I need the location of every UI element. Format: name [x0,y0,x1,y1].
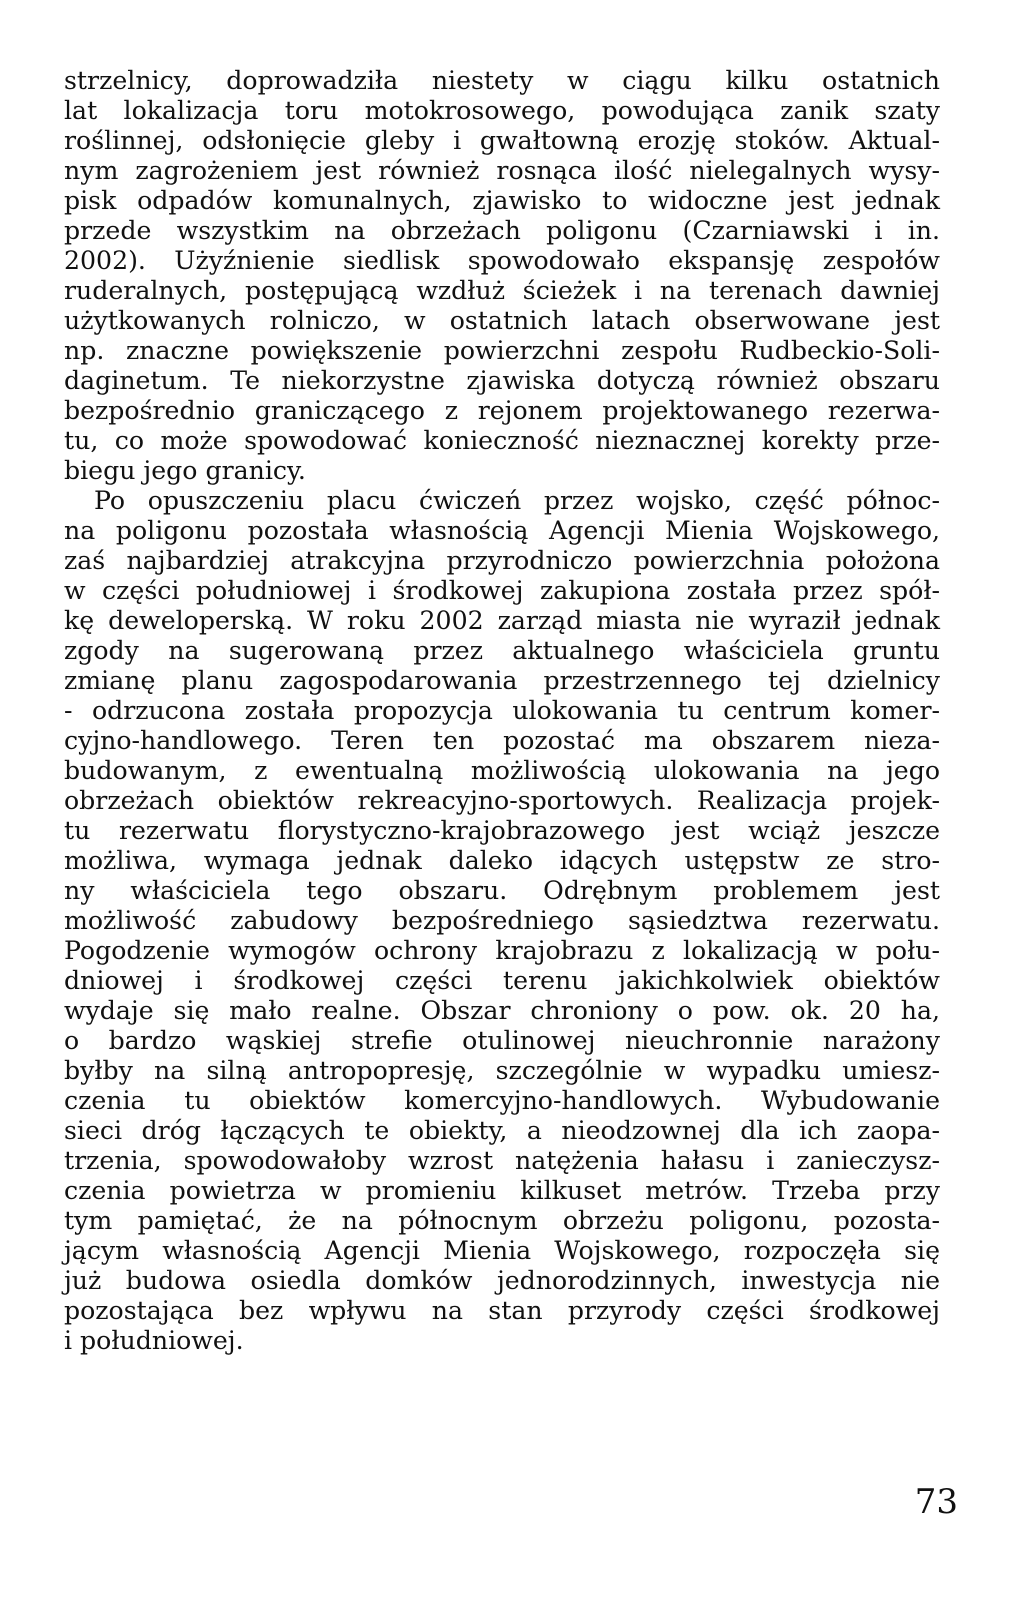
text-line: tu, co może spowodować konieczność nieznacznej korekty prze- [64,426,940,455]
text-line: możliwość zabudowy bezpośredniego sąsiedztwa rezerwatu. [64,906,940,935]
text-line: sieci dróg łączących te obiekty, a nieodzownej dla ich zaopa- [64,1116,940,1145]
text-line: lat lokalizacja toru motokrosowego, powodująca zanik szaty [64,96,940,125]
text-line: zgody na sugerowaną przez aktualnego właściciela gruntu [64,636,940,665]
text-line: jącym własnością Agencji Mienia Wojskowego, rozpoczęła się [64,1236,940,1265]
text-line: pisk odpadów komunalnych, zjawisko to widoczne jest jednak [64,186,940,215]
text-line: w części południowej i środkowej zakupiona została przez spół- [64,576,940,605]
page-number: 73 [914,1482,958,1522]
text-line: dniowej i środkowej części terenu jakichkolwiek obiektów [64,966,940,995]
text-line: strzelnicy, doprowadziła niestety w ciągu kilku ostatnich [64,66,940,95]
text-line: już budowa osiedla domków jednorodzinnych, inwestycja nie [64,1266,940,1295]
text-line: budowanym, z ewentualną możliwością ulokowania na jego [64,756,940,785]
text-line: bezpośrednio graniczącego z rejonem projektowanego rezerwa- [64,396,940,425]
text-line: trzenia, spowodowałoby wzrost natężenia hałasu i zanieczysz- [64,1146,940,1175]
text-line: tu rezerwatu florystyczno-krajobrazowego jest wciąż jeszcze [64,816,940,845]
text-line: użytkowanych rolniczo, w ostatnich latach obserwowane jest [64,306,940,335]
text-line: o bardzo wąskiej strefie otulinowej nieuchronnie narażony [64,1026,940,1055]
text-line: byłby na silną antropopresję, szczególnie w wypadku umiesz- [64,1056,940,1085]
text-line: 2002). Użyźnienie siedlisk spowodowało ekspansję zespołów [64,246,940,275]
text-line: kę deweloperską. W roku 2002 zarząd miasta nie wyraził jednak [64,606,940,635]
text-line: cyjno-handlowego. Teren ten pozostać ma obszarem nieza- [64,726,940,755]
text-line: wydaje się mało realne. Obszar chroniony o pow. ok. 20 ha, [64,996,940,1025]
text-line: ny właściciela tego obszaru. Odrębnym problemem jest [64,876,940,905]
text-line: czenia tu obiektów komercyjno-handlowych. Wybudowanie [64,1086,940,1115]
text-line: i południowej. [64,1326,244,1355]
text-line: obrzeżach obiektów rekreacyjno-sportowych. Realizacja projek- [64,786,940,815]
text-line: zaś najbardziej atrakcyjna przyrodniczo powierzchnia położona [64,546,940,575]
text-line: na poligonu pozostała własnością Agencji Mienia Wojskowego, [64,516,940,545]
paragraph [64,486,940,1356]
text-line: zmianę planu zagospodarowania przestrzennego tej dzielnicy [64,666,940,695]
text-line: pozostająca bez wpływu na stan przyrody części środkowej [64,1296,940,1325]
text-line: - odrzucona została propozycja ulokowania tu centrum komer- [64,696,940,725]
text-line: roślinnej, odsłonięcie gleby i gwałtowną erozję stoków. Aktual- [64,126,940,155]
text-line: ruderalnych, postępującą wzdłuż ścieżek i na terenach dawniej [64,276,940,305]
text-line: możliwa, wymaga jednak daleko idących ustępstw ze stro- [64,846,940,875]
text-line: np. znaczne powiększenie powierzchni zespołu Rudbeckio-Soli- [64,336,940,365]
body-text [64,66,940,1356]
text-line: Pogodzenie wymogów ochrony krajobrazu z lokalizacją w połu- [64,936,940,965]
text-line: tym pamiętać, że na północnym obrzeżu poligonu, pozosta- [64,1206,940,1235]
text-line: nym zagrożeniem jest również rosnąca ilość nielegalnych wysy- [64,156,940,185]
text-line: Po opuszczeniu placu ćwiczeń przez wojsko, część północ- [94,486,940,515]
text-line: biegu jego granicy. [64,456,306,485]
text-line: czenia powietrza w promieniu kilkuset metrów. Trzeba przy [64,1176,940,1205]
text-line: daginetum. Te niekorzystne zjawiska dotyczą również obszaru [64,366,940,395]
text-line: przede wszystkim na obrzeżach poligonu (Czarniawski i in. [64,216,940,245]
paragraph [64,66,940,486]
